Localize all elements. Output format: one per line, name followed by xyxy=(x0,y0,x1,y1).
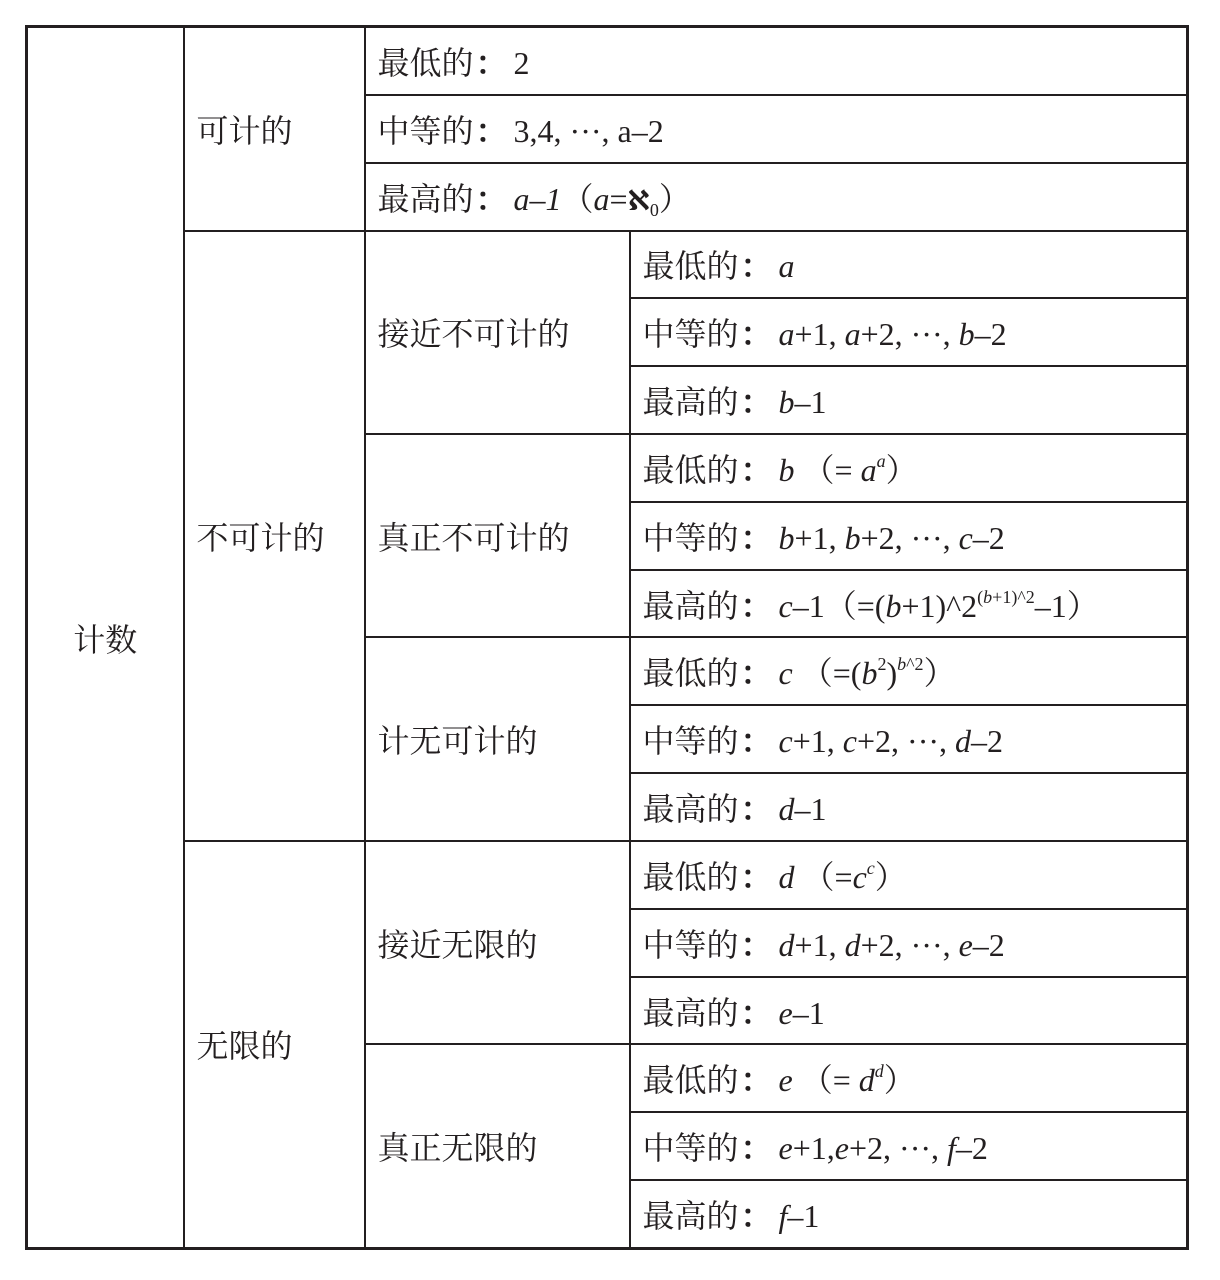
near-uncountable-highest-row: 最高的： b–1 xyxy=(630,366,1188,434)
near-infinite-highest-row: 最高的： e–1 xyxy=(630,977,1188,1045)
subgroup-true-infinite-label: 真正无限的 xyxy=(365,1044,630,1248)
near-infinite-lowest-row: 最低的： d $(=c^c)$ xyxy=(630,841,1188,909)
true-uncountable-lowest-row: 最低的： b （= $a^a$） xyxy=(630,434,1188,502)
root-label-cell: 计数 xyxy=(27,27,184,1249)
subgroup-near-infinite-label: 接近无限的 xyxy=(365,841,630,1044)
aleph-symbol: ℵ xyxy=(627,183,650,217)
row-label: 中等的 xyxy=(377,111,474,150)
count-none-highest-row: 最高的： d–1 xyxy=(630,773,1188,841)
subgroup-true-uncountable-label: 真正不可计的 xyxy=(365,434,630,637)
true-infinite-highest-row: 最高的： f–1 xyxy=(630,1180,1188,1248)
subgroup-near-uncountable-label: 接近不可计的 xyxy=(365,231,630,434)
true-infinite-lowest-row: 最低的： e （= $d^d$） xyxy=(630,1044,1188,1112)
countable-middle-row xyxy=(365,95,1188,163)
near-uncountable-lowest-row: 最低的： a xyxy=(630,231,1188,299)
separator: ： xyxy=(475,111,508,150)
near-uncountable-middle-row: 中等的： a+1, a+2, ···, b–2 xyxy=(630,298,1188,366)
group-infinite-label: 无限的 xyxy=(184,841,365,1249)
row-value: 3,4, ···, a–2 xyxy=(513,112,664,149)
true-infinite-middle-row: 中等的： e+1,e+2, ···, f–2 xyxy=(630,1112,1188,1180)
row-label: 最高的 xyxy=(377,179,474,218)
countable-lowest-row xyxy=(365,27,1188,95)
countable-highest-row: 最高的： a–1（a=ℵ$_0$） xyxy=(365,163,1188,231)
group-uncountable-label: 不可计的 xyxy=(184,231,365,841)
count-none-lowest-row: 最低的： c $(=(b^2)^{b\^{}2})$ xyxy=(630,637,1188,705)
row-value: 2 xyxy=(513,44,530,81)
group-countable-label: 可计的 xyxy=(184,27,365,231)
separator: ： xyxy=(475,43,508,82)
true-uncountable-highest-row: 最高的： $c-1(=(b+1)\^{}2^{(b+1)\^{}2}-1)$ xyxy=(630,570,1188,638)
count-none-middle-row: 中等的： c+1, c+2, ···, d–2 xyxy=(630,705,1188,773)
counting-classification-table xyxy=(25,25,1189,1250)
separator: ： xyxy=(475,179,508,218)
row-label: 最低的 xyxy=(377,43,474,82)
near-infinite-middle-row: 中等的： d+1, d+2, ···, e–2 xyxy=(630,909,1188,977)
subgroup-count-none-label: 计无可计的 xyxy=(365,637,630,840)
true-uncountable-middle-row: 中等的： b+1, b+2, ···, c–2 xyxy=(630,502,1188,570)
